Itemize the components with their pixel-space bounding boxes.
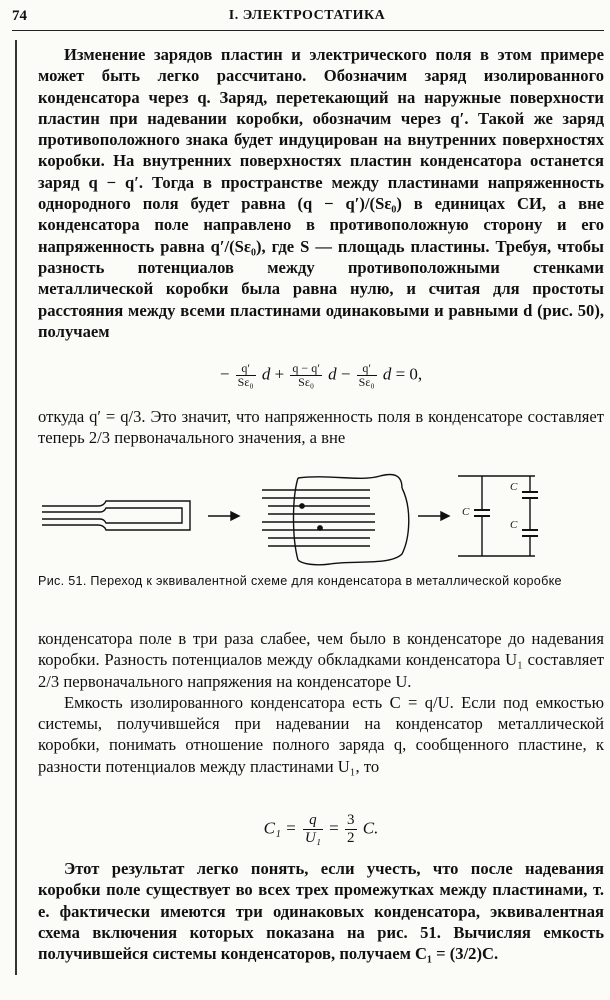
eq2-equals: = [329, 818, 339, 838]
page-header [12, 8, 602, 30]
eq2-rhs: C. [362, 818, 379, 838]
paragraph-1: Изменение зарядов пластин и электрического поля в этом примере может быть легко рассчитано. Обозначим заряд изолированного конденсатора через q. Заряд, перетекающий на наружные поверхности пластин при надевании коробки, обозначим через q′. Такой же заряд противоположного знака будет индуцирован на внутренних поверхностях коробки. На внутренних поверхностях пластин конденсатора останется заряд q − q′. Тогда в пространстве между пластинами напряженность однородного поля будет равна (q − q′)/(Sε₀) в единицах СИ, а вне конденсатора поле направлено в противоположную сторону и его напряженность равна q′/(Sε₀), где S — площадь пластины. Требуя, чтобы разность потенциалов между противоположными стенками металлической коробки была равна нулю, и считая для простоты расстояния между всеми пластинами одинаковыми и равными d (рис. 50), получаем [38, 45, 604, 341]
paragraph-5: Этот результат легко понять, если учесть, что после надевания коробки поле существует во всех трех промежутках между пластинами, т. е. фактически имеются три одинаковых конденсатора, эквивалентная схема включения которых показана на рис. 51. Вычисляя емкость получившейся системы конденсаторов, получаем C₁ = (3/2)C. [38, 859, 604, 964]
bold-paragraph-intro [38, 44, 604, 342]
eq1-frac-2-den: Sε₀ [298, 375, 315, 389]
equation-potential [38, 362, 604, 389]
eq2-frac-2-den: 2 [347, 830, 355, 846]
eq1-d-3: d [382, 364, 392, 384]
junction-dot-1 [300, 504, 304, 508]
plate-wire-inner [42, 508, 182, 523]
eq1-equals-zero: = 0, [395, 364, 423, 384]
label-c-top: C [510, 481, 518, 493]
box-top-wall [298, 475, 402, 489]
paragraph-3: конденсатора поле в три раза слабее, чем было в конденсаторе до надевания коробки. Разность потенциалов между обкладками конденсатора U₁ составляет 2/3 первоначального напряжения на конденсаторе U. [38, 629, 604, 691]
eq2-frac-2 [345, 812, 357, 847]
capacitor-plates-drawing [42, 501, 190, 530]
eq1-minus-2: − [340, 364, 351, 384]
eq2-lhs: C₁ = [263, 818, 297, 838]
eq2-frac-2-num: 3 [347, 812, 355, 828]
eq1-d-1: d [261, 364, 271, 384]
eq1-frac-1-num: q′ [236, 362, 256, 376]
arrow-2 [418, 512, 449, 520]
paragraph-block-2 [38, 406, 604, 449]
eq1-frac-3 [357, 362, 377, 389]
eq1-frac-2-num: q − q′ [292, 361, 320, 375]
equation-capacity [38, 812, 604, 847]
eq1-minus: − [219, 364, 230, 384]
paragraph-4: Емкость изолированного конденсатора есть C = q/U. Если под емкостью системы, получившейся при надевании на конденсатор металлической коробки, понимать отношение полного заряда q, сообщенного пластине, к разности потенциалов между пластинами U₁, то [38, 692, 604, 776]
paragraph-block-3 [38, 628, 604, 777]
plate-wire-outer [42, 501, 190, 530]
eq1-frac-1-den: Sε₀ [237, 375, 254, 389]
figure-51 [30, 468, 606, 580]
eq1-plus: + [274, 364, 285, 384]
eq2-frac-1 [303, 812, 323, 847]
figure-caption: Рис. 51. Переход к эквивалентной схеме для конденсатора в металлической коробке [38, 574, 562, 588]
eq1-frac-3-den: Sε₀ [358, 375, 375, 389]
running-title: I. ЭЛЕКТРОСТАТИКА [228, 8, 386, 23]
junction-dot-2 [318, 526, 322, 530]
arrow-1 [208, 512, 239, 520]
label-c-bottom: C [510, 519, 518, 531]
eq1-frac-2 [290, 362, 321, 389]
margin-bar [15, 40, 17, 975]
bold-paragraph-conclusion [38, 858, 604, 964]
header-rule [12, 30, 604, 31]
box-plates [262, 490, 375, 546]
box-right-bottom-wall [298, 488, 409, 565]
page-number: 74 [12, 8, 27, 24]
eq1-d-2: d [328, 364, 337, 384]
paragraph-2: откуда q′ = q/3. Это значит, что напряженность поля в конденсаторе составляет теперь 2/3 первоначального значения, а вне [38, 407, 604, 448]
equivalent-circuit [458, 476, 538, 556]
capacitor-in-box-drawing [262, 475, 409, 565]
eq1-frac-1 [236, 362, 256, 389]
eq1-frac-3-num: q′ [357, 362, 377, 376]
eq2-frac-1-num: q [303, 812, 323, 830]
label-c-left: C [462, 506, 470, 518]
eq2-frac-1-den: U₁ [304, 830, 321, 846]
